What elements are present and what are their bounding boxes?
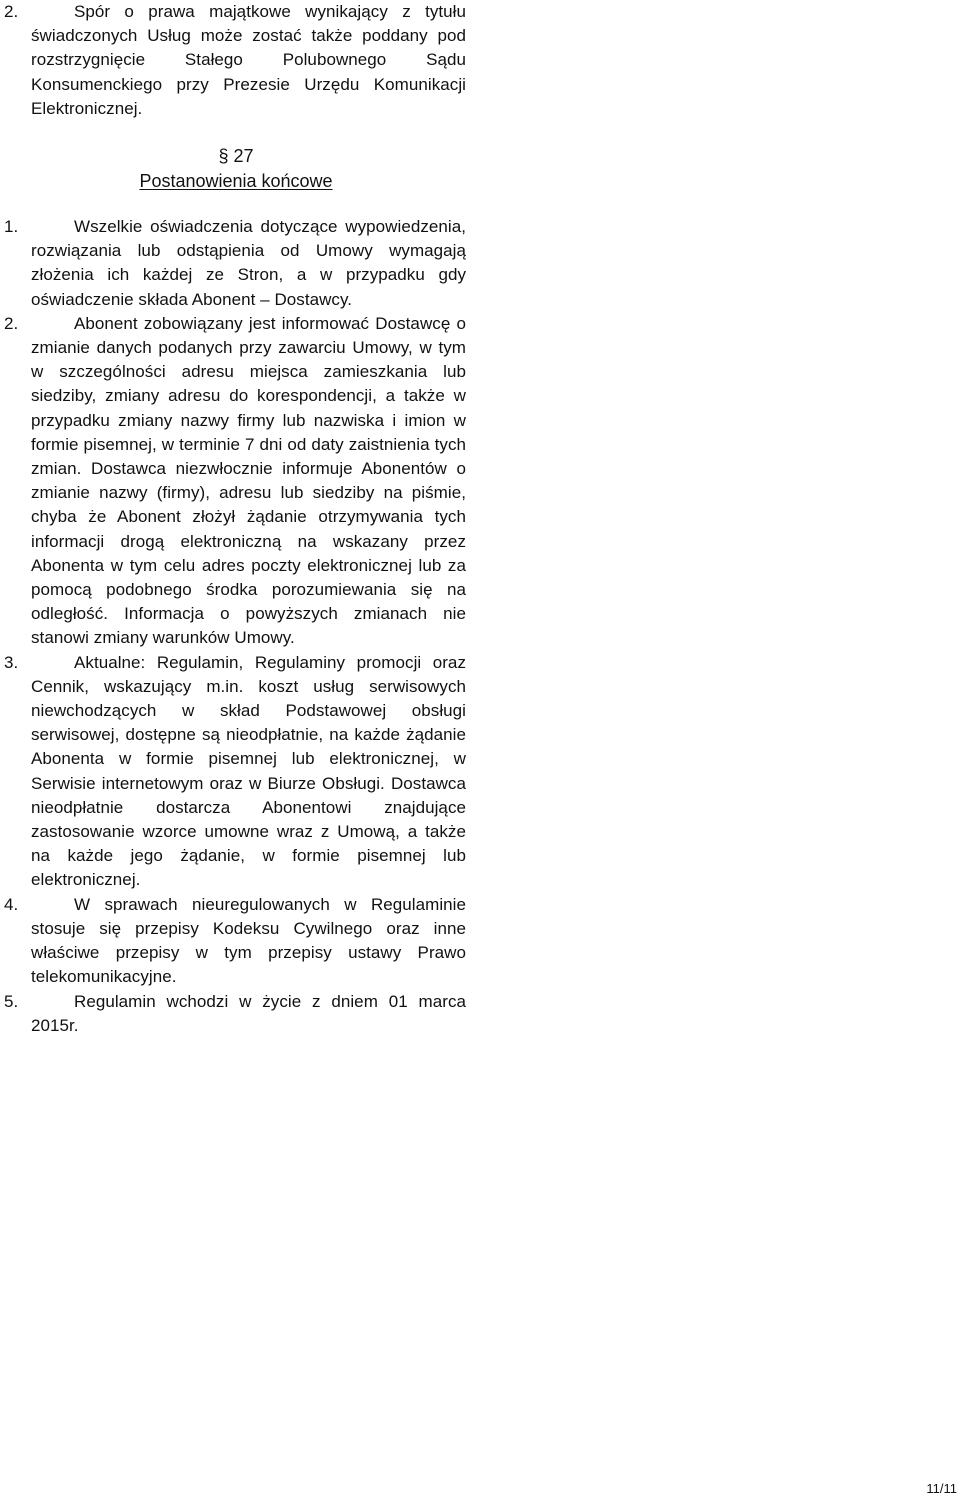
clause-text: Spór o prawa majątkowe wynikający z tytułu świadczonych Usług może zostać także poddany pod rozstrzygnięcie Stałego Polubownego Sądu Konsumenckiego przy Prezesie Urzędu Komunikacji Elektronicznej. (31, 2, 466, 118)
provision-number: 4. (4, 894, 19, 914)
section-title: Postanowienia końcowe (139, 171, 333, 191)
provision-text: Aktualne: Regulamin, Regulaminy promocji oraz Cennik, wskazujący m.in. koszt usług serwisowych niewchodzących w skład Podstawowej obsługi serwisowej, dostępne są nieodpłatnie, na każde żądanie Abonenta w formie pisemnej lub elektronicznej, w Serwisie internetowym oraz w Biurze Obsługi. Dostawca nieodpłatnie dostarcza Abonentowi znajdujące zastosowanie wzorce umowne wraz z Umową, a także na każde jego żądanie, w formie pisemnej lub elektronicznej. (31, 652, 466, 890)
clause-item (0, 0, 466, 121)
provision-number: 3. (4, 652, 19, 672)
page-number: 11/11 (926, 1481, 957, 1496)
provision-number: 2. (4, 313, 19, 333)
final-provision-item-3 (0, 651, 466, 893)
clause-number: 2. (4, 2, 19, 21)
final-provision-item-1 (0, 215, 466, 312)
provision-text: W sprawach nieuregulowanych w Regulaminie stosuje się przepisy Kodeksu Cywilnego oraz inne właściwe przepisy w tym przepisy ustawy Prawo telekomunikacyjne. (31, 894, 466, 987)
intro-clause-block (0, 0, 466, 121)
provision-text: Regulamin wchodzi w życie z dniem 01 marca 2015r. (31, 991, 466, 1035)
provision-text: Wszelkie oświadczenia dotyczące wypowiedzenia, rozwiązania lub odstąpienia od Umowy wymagają złożenia ich każdej ze Stron, a w przypadku gdy oświadczenie składa Abonent – Dostawcy. (31, 217, 466, 309)
final-provision-item-4 (0, 893, 466, 990)
provision-number: 1. (4, 217, 19, 236)
provision-text: Abonent zobowiązany jest informować Dostawcę o zmianie danych podanych przy zawarciu Umowy, w tym w szczególności adresu miejsca zamieszkania lub siedziby, zmiany adresu do korespondencji, a także w przypadku zmiany nazwy firmy lub nazwiska i imion w formie pisemnej, w terminie 7 dni od daty zaistnienia tych zmian. Dostawca niezwłocznie informuje Abonentów o zmianie nazwy (firmy), adresu lub siedziby na piśmie, chyba że Abonent złożył żądanie otrzymywania tych informacji drogą elektroniczną na wskazany przez Abonenta w tym celu adres poczty elektronicznej lub za pomocą podobnego środka porozumiewania się na odległość. Informacja o powyższych zmianach nie stanowi zmiany warunków Umowy. (31, 313, 466, 648)
section-number-line (218, 144, 253, 168)
final-provisions-list (0, 215, 466, 1038)
section-heading (0, 144, 466, 193)
section-symbol: § (218, 146, 229, 166)
final-provision-item-5 (0, 990, 466, 1038)
final-provision-item-2 (0, 312, 466, 651)
provision-number: 5. (4, 991, 19, 1011)
section-number: 27 (233, 146, 254, 166)
